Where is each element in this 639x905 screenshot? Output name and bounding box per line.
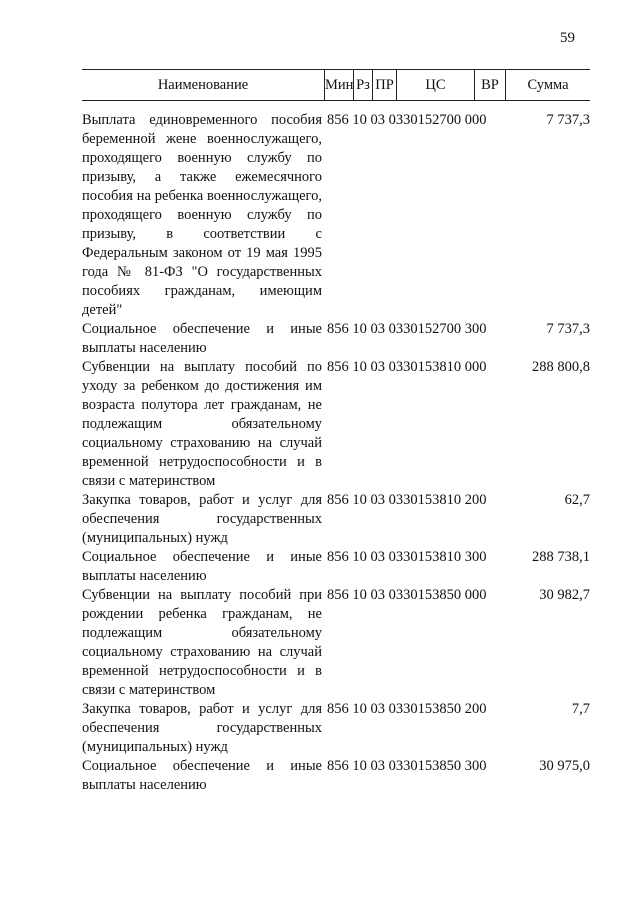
table-row [82, 491, 590, 548]
header-vr: ВР [474, 70, 505, 100]
row-sum: 7,7 [571, 701, 590, 717]
row-name: Закупка товаров, работ и услуг для обеспечения государственных (муниципальных) нужд [82, 492, 322, 546]
table-body [82, 111, 590, 795]
row-codes: 856 10 03 0330153810 300 [327, 549, 487, 565]
row-codes: 856 10 03 0330153850 000 [327, 587, 487, 603]
row-codes: 856 10 03 0330153850 300 [327, 758, 487, 774]
row-name: Выплата единовременного пособия беременной жене военнослужащего, проходящего военную службу по призыву, а также ежемесячного пособия на ребенка военнослужащего, проходящего военную службу по призыву, в соответствии с Федеральным законом от 19 мая 1995 года № 81-ФЗ "О государственных пособиях гражданам, имеющим детей" [82, 112, 322, 318]
header-cs: ЦС [396, 70, 474, 100]
header-rz: Рз [353, 70, 372, 100]
row-sum: 30 982,7 [539, 587, 590, 603]
row-codes: 856 10 03 0330153810 000 [327, 359, 487, 375]
table-row [82, 111, 590, 320]
row-sum: 7 737,3 [546, 321, 590, 337]
row-codes: 856 10 03 0330152700 000 [327, 112, 487, 128]
row-sum: 7 737,3 [546, 112, 590, 128]
header-min: Мин [324, 70, 353, 100]
row-sum: 288 738,1 [532, 549, 590, 565]
table-row [82, 358, 590, 491]
header-pr: ПР [372, 70, 396, 100]
page-number: 59 [560, 30, 575, 46]
table-header [82, 69, 590, 101]
row-name: Социальное обеспечение и иные выплаты населению [82, 549, 322, 584]
row-name: Закупка товаров, работ и услуг для обеспечения государственных (муниципальных) нужд [82, 701, 322, 755]
row-name: Социальное обеспечение и иные выплаты населению [82, 321, 322, 356]
row-codes: 856 10 03 0330153850 200 [327, 701, 487, 717]
table-row [82, 586, 590, 700]
row-sum: 30 975,0 [539, 758, 590, 774]
row-sum: 288 800,8 [532, 359, 590, 375]
header-name: Наименование [157, 77, 249, 93]
row-codes: 856 10 03 0330153810 200 [327, 492, 487, 508]
header-sum: Сумма [505, 70, 590, 100]
row-codes: 856 10 03 0330152700 300 [327, 321, 487, 337]
table-row [82, 548, 590, 586]
table-row [82, 700, 590, 757]
row-name: Субвенции на выплату пособий при рождении ребенка гражданам, не подлежащим обязательному социальному страхованию на случай временной нетрудоспособности и в связи с материнством [82, 587, 322, 698]
row-name: Субвенции на выплату пособий по уходу за ребенком до достижения им возраста полутора лет гражданам, не подлежащим обязательному социальному страхованию на случай временной нетрудоспособности и в связи с материнством [82, 359, 322, 489]
row-name: Социальное обеспечение и иные выплаты населению [82, 758, 322, 793]
row-sum: 62,7 [564, 492, 590, 508]
table-row [82, 320, 590, 358]
table-row [82, 757, 590, 795]
